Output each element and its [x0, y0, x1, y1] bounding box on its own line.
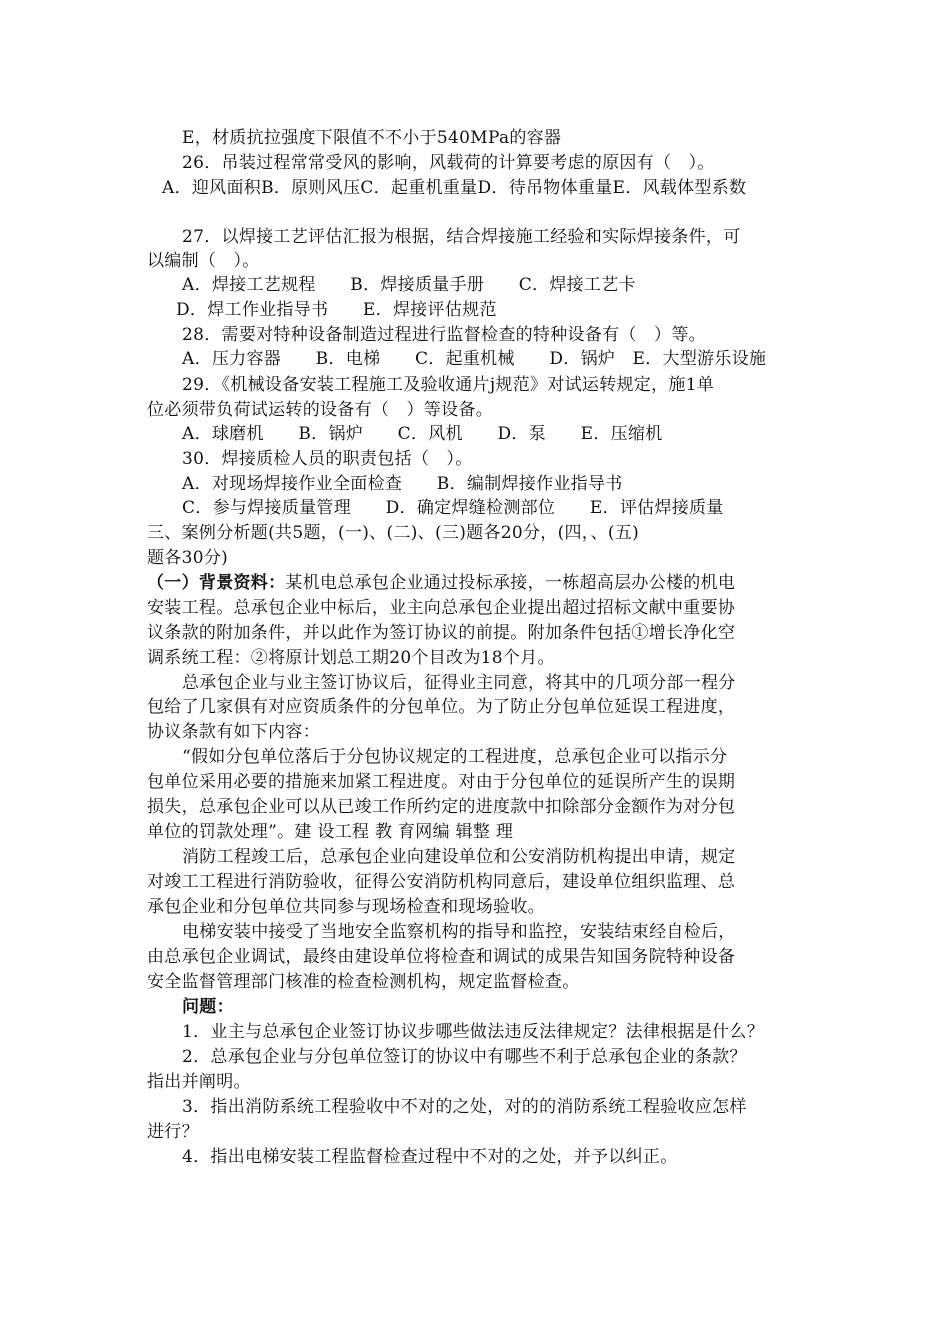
question-2: 2．总承包企业与分包单位签订的协议中有哪些不利于总承包企业的条款？ — [182, 1047, 747, 1067]
case-one-line-2: 安装工程。总承包企业中标后，业主向总承包企业提出超过招标文献中重要协 — [147, 598, 736, 618]
paragraph-elevator-3: 安全监督管理部门核准的检查检测机构，规定监督检查。 — [147, 972, 580, 992]
question-29-cont: 位必须带负荷试运转的设备有（ ）等设备。 — [147, 400, 493, 420]
quote-line-1: “假如分包单位落后于分包协议规定的工程进度，总承包企业可以指示分 — [182, 747, 728, 767]
paragraph-fire-3: 承包企业和分包单位共同参与现场检查和现场验收。 — [147, 897, 545, 917]
question-28: 28．需要对特种设备制造过程进行监督检查的特种设备有（ ）等。 — [182, 325, 706, 345]
question-2-cont: 指出并阐明。 — [147, 1072, 251, 1092]
question-30-options-2: C．参与焊接质量管理 D．确定焊缝检测部位 E．评估焊接质量 — [182, 498, 724, 518]
section-three-heading-cont: 题各30分) — [147, 548, 229, 568]
quote-line-3: 损失，总承包企业可以从已竣工作所约定的进度款中扣除部分金额作为对分包 — [147, 797, 736, 817]
option-e-line: E，材质抗拉强度下限值不不小于540MPa的容器 — [182, 128, 562, 148]
question-27-options-1: A．焊接工艺规程 B．焊接质量手册 C．焊接工艺卡 — [182, 275, 636, 295]
paragraph-elevator-2: 由总承包企业调试，最终由建设单位将检查和调试的成果告知国务院特种设备 — [147, 947, 736, 967]
question-28-options: A．压力容器 B．电梯 C．起重机械 D．锅炉 E．大型游乐设施 — [182, 349, 767, 369]
question-4: 4．指出电梯安装工程监督检查过程中不对的之处，并予以纠正。 — [182, 1147, 678, 1167]
quote-line-2: 包单位采用必要的措施来加紧工程进度。对由于分包单位的延误所产生的误期 — [147, 772, 736, 792]
question-27-options-2: D．焊工作业指导书 E．焊接评估规范 — [176, 300, 497, 320]
question-30-options-1: A．对现场焊接作业全面检查 B．编制焊接作业指导书 — [182, 474, 623, 494]
questions-heading: 问题： — [182, 997, 234, 1017]
paragraph-subcontract-2: 包给了几家俱有对应资质条件的分包单位。为了防止分包单位延误工程进度， — [147, 697, 736, 717]
case-one-line-4: 调系统工程：②将原计划总工期20个目改为18个月。 — [147, 648, 555, 668]
question-26-options: A．迎风面积B．原则风压C．起重机重量D．待吊物体重量E．风载体型系数 — [162, 178, 747, 198]
case-one-text: 某机电总承包企业通过投标承接，一栋超高层办公楼的机电 — [285, 573, 736, 593]
section-three-heading: 三、案例分析题(共5题，(一)、(二)、(三)题各20分，(四，、(五) — [147, 523, 640, 543]
question-30: 30．焊接质检人员的职责包括（ ）。 — [182, 449, 473, 469]
paragraph-fire-2: 对竣工工程进行消防验收，征得公安消防机构同意后，建设单位组织监理、总 — [147, 872, 736, 892]
question-3-cont: 进行？ — [147, 1122, 199, 1142]
case-one-label: （一）背景资料： — [147, 573, 286, 593]
question-27: 27．以焊接工艺评估汇报为根据，结合焊接施工经验和实际焊接条件，可 — [182, 227, 741, 247]
paragraph-fire: 消防工程竣工后，总承包企业向建设单位和公安消防机构提出申请，规定 — [182, 847, 736, 867]
quote-line-4: 单位的罚款处理”。建 设工程 教 育网编 辑整 理 — [147, 822, 514, 842]
paragraph-subcontract: 总承包企业与业主签订协议后，征得业主同意，将其中的几项分部一程分 — [182, 673, 736, 693]
question-27-cont: 以编制（ ）。 — [147, 251, 260, 271]
case-one-line-3: 议条款的附加条件，并以此作为签订协议的前提。附加条件包括①增长净化空 — [147, 623, 736, 643]
paragraph-elevator: 电梯安装中接受了当地安全监察机构的指导和监控，安装结束经自检后， — [182, 922, 736, 942]
question-29: 29．《机械设备安装工程施工及验收通片j规范》对试运转规定，施1单 — [182, 375, 715, 395]
question-26: 26．吊装过程常常受风的影响，风载荷的计算要考虑的原因有（ ）。 — [182, 153, 715, 173]
question-3: 3．指出消防系统工程验收中不对的之处，对的的消防系统工程验收应怎样 — [182, 1097, 747, 1117]
paragraph-subcontract-3: 协议条款有如下内容： — [147, 722, 320, 742]
case-one-intro — [147, 571, 735, 595]
question-1: 1．业主与总承包企业签订协议步哪些做法违反法律规定？法律根据是什么？ — [182, 1022, 765, 1042]
question-29-options: A．球磨机 B．锅炉 C．风机 D．泵 E．压缩机 — [182, 424, 663, 444]
